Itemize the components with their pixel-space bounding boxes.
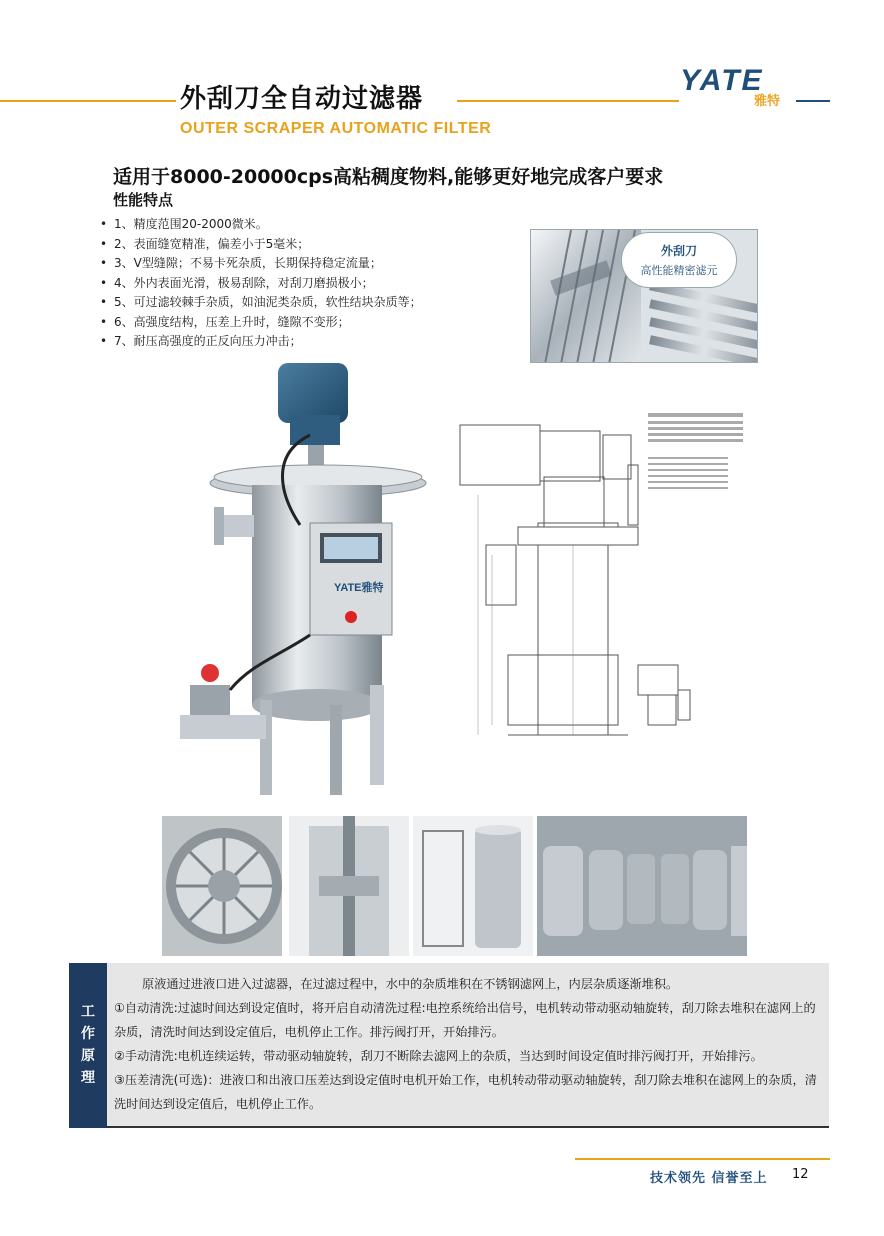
feature-item: • 3、V型缝隙；不易卡死杂质，长期保持稳定流量； (100, 254, 520, 274)
filter-element-callout (621, 232, 737, 288)
feature-item: • 4、外内表面光滑，极易刮除，对刮刀磨损极小； (100, 274, 520, 294)
header-rule-middle (457, 100, 679, 102)
tab-char: 理 (81, 1070, 95, 1086)
logo-cn-text: 雅特 (754, 94, 781, 109)
thumbnail-filter-cartridge (413, 816, 533, 956)
feature-item: • 7、耐压高强度的正反向压力冲击； (100, 332, 520, 352)
feature-item: • 6、高强度结构，压差上升时，缝隙不变形； (100, 313, 520, 333)
feature-item: • 2、表面缝宽精准，偏差小于5毫米； (100, 235, 520, 255)
headline: 适用于8000-20000cps高粘稠度物料,能够更好地完成客户要求 (113, 166, 664, 188)
principle-paragraph: ②手动清洗:电机连续运转，带动驱动轴旋转，刮刀不断除去滤网上的杂质，当达到时间设定值时排污阀打开，开始排污。 (114, 1049, 763, 1063)
working-principle-tab (69, 963, 107, 1128)
technical-drawing (448, 405, 748, 765)
principle-paragraph: ①自动清洗:过滤时间达到设定值时，将开启自动清洗过程:电控系统给出信号，电机转动带动驱动轴旋转，刮刀除去堆积在滤网上的杂质，清洗时间达到设定值后，电机停止工作。排污阀打开，开始排污。 (114, 1001, 816, 1039)
feature-item: • 1、精度范围20-2000微米。 (100, 215, 520, 235)
tab-char: 作 (81, 1026, 95, 1042)
logo-text: YATE (680, 64, 764, 97)
feature-item: • 5、可过滤较棘手杂质，如油泥类杂质，软性结块杂质等； (100, 293, 520, 313)
brand-logo (680, 64, 796, 116)
thumbnail-filter-screen-illustration (162, 816, 282, 956)
callout-title: 外刮刀 (660, 244, 697, 258)
thumbnail-filter-screen (162, 816, 282, 956)
principle-paragraph: 原液通过进液口进入过滤器，在过滤过程中，水中的杂质堆积在不锈钢滤网上，内层杂质逐渐堆积。 (142, 977, 679, 991)
thumbnail-factory-row-illustration (537, 816, 747, 956)
working-principle-text (114, 972, 826, 1116)
thumbnail-scraper-interior (289, 816, 409, 956)
page-subtitle: OUTER SCRAPER AUTOMATIC FILTER (180, 120, 492, 137)
filter-illustration (160, 355, 435, 800)
header-rule-left (0, 100, 176, 102)
features-title: 性能特点 (113, 191, 174, 209)
footer-slogan: 技术领先 信誉至上 (650, 1171, 768, 1186)
drawing-illustration (448, 405, 748, 765)
thumbnail-scraper-interior-illustration (289, 816, 409, 956)
footer-rule (575, 1158, 830, 1160)
control-box-label: YATE雅特 (334, 582, 384, 594)
page-number: 12 (792, 1167, 809, 1182)
page-title: 外刮刀全自动过滤器 (180, 84, 424, 114)
thumbnail-factory-row (537, 816, 747, 956)
product-photo (160, 355, 435, 800)
callout-subtitle: 高性能精密滤元 (640, 264, 718, 277)
thumbnail-filter-cartridge-illustration (413, 816, 533, 956)
header-rule-right (796, 100, 830, 102)
tab-char: 工 (81, 1004, 95, 1020)
feature-list (100, 215, 520, 352)
principle-paragraph: ③压差清洗(可选)：进液口和出液口压差达到设定值时电机开始工作，电机转动带动驱动轴旋转，刮刀除去堆积在滤网上的杂质，清洗时间达到设定值后，电机停止工作。 (114, 1073, 817, 1111)
tab-char: 原 (81, 1048, 95, 1064)
